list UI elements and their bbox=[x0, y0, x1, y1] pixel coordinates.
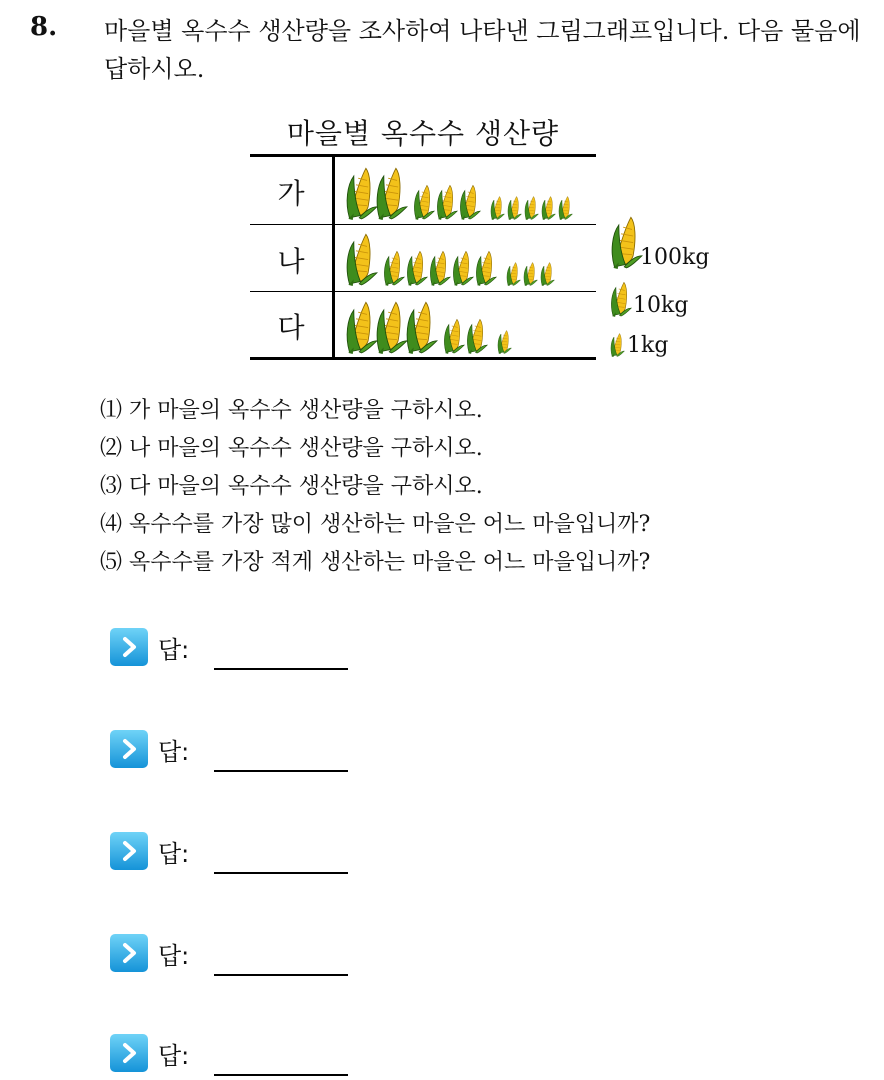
medium-corn-icon bbox=[413, 183, 435, 220]
chevron-right-icon bbox=[110, 934, 148, 972]
medium-corn-icon bbox=[429, 249, 451, 286]
answer-label: 답: bbox=[158, 839, 190, 868]
sub-question-text: 가 마을의 옥수수 생산량을 구하시오. bbox=[129, 398, 483, 423]
answer-row-5 bbox=[110, 1034, 189, 1072]
medium-corn-icon bbox=[436, 183, 458, 220]
row-label-ga: 가 bbox=[277, 177, 305, 210]
row-icons-na bbox=[345, 226, 557, 286]
row-icons-da bbox=[345, 294, 514, 354]
small-corn-icon bbox=[540, 261, 555, 286]
big-corn-icon bbox=[405, 299, 438, 354]
medium-corn-icon bbox=[383, 249, 405, 286]
small-corn-icon bbox=[507, 195, 522, 220]
big-corn-icon bbox=[345, 231, 378, 286]
answer-blank[interactable] bbox=[214, 668, 348, 670]
answer-label: 답: bbox=[158, 941, 190, 970]
sub-question-2 bbox=[100, 434, 483, 464]
sub-question-1 bbox=[100, 396, 483, 426]
legend-label: 100kg bbox=[640, 245, 710, 270]
row-icons-ga bbox=[345, 160, 575, 220]
pictograph-table bbox=[250, 154, 596, 360]
sub-question-text: 나 마을의 옥수수 생산량을 구하시오. bbox=[129, 436, 483, 461]
big-corn-icon bbox=[375, 299, 408, 354]
legend-item-1kg bbox=[610, 332, 668, 357]
table-row-divider bbox=[250, 224, 596, 225]
sub-question-number: ⑴ bbox=[100, 398, 123, 423]
medium-corn-icon bbox=[475, 249, 497, 286]
answer-row-3 bbox=[110, 832, 189, 870]
answer-row-4 bbox=[110, 934, 189, 972]
big-corn-icon bbox=[345, 299, 378, 354]
big-corn-icon bbox=[375, 165, 408, 220]
answer-label: 답: bbox=[158, 1041, 190, 1070]
sub-question-number: ⑸ bbox=[100, 550, 123, 575]
small-corn-icon bbox=[541, 195, 556, 220]
chevron-right-icon bbox=[110, 1034, 148, 1072]
sub-question-number: ⑷ bbox=[100, 512, 123, 537]
answer-row-1 bbox=[110, 628, 189, 666]
sub-question-number: ⑶ bbox=[100, 474, 123, 499]
medium-corn-icon bbox=[406, 249, 428, 286]
question-number: 8. bbox=[30, 12, 58, 42]
table-row-divider bbox=[250, 291, 596, 292]
chevron-right-icon bbox=[110, 730, 148, 768]
answer-label: 답: bbox=[158, 635, 190, 664]
answer-blank[interactable] bbox=[214, 1074, 348, 1076]
medium-corn-icon bbox=[452, 249, 474, 286]
small-corn-icon bbox=[506, 261, 521, 286]
answer-blank[interactable] bbox=[214, 872, 348, 874]
chevron-right-icon bbox=[110, 628, 148, 666]
row-label-da: 다 bbox=[277, 311, 305, 344]
answer-blank[interactable] bbox=[214, 770, 348, 772]
medium-corn-icon bbox=[466, 317, 488, 354]
legend-label: 1kg bbox=[627, 333, 669, 358]
answer-label: 답: bbox=[158, 737, 190, 766]
chart-title: 마을별 옥수수 생산량 bbox=[286, 117, 560, 150]
medium-corn-icon bbox=[610, 280, 632, 317]
small-corn-icon bbox=[558, 195, 573, 220]
big-corn-icon bbox=[345, 165, 378, 220]
big-corn-icon bbox=[610, 214, 643, 269]
small-corn-icon bbox=[610, 332, 625, 357]
legend-item-10kg bbox=[610, 280, 688, 317]
sub-question-number: ⑵ bbox=[100, 436, 123, 461]
small-corn-icon bbox=[523, 261, 538, 286]
medium-corn-icon bbox=[459, 183, 481, 220]
answer-row-2 bbox=[110, 730, 189, 768]
table-column-divider bbox=[332, 154, 335, 360]
row-label-na: 나 bbox=[277, 245, 305, 278]
table-bottom-rule bbox=[250, 357, 596, 360]
sub-question-3 bbox=[100, 472, 483, 502]
medium-corn-icon bbox=[443, 317, 465, 354]
answer-blank[interactable] bbox=[214, 974, 348, 976]
legend-item-100kg bbox=[610, 214, 709, 269]
small-corn-icon bbox=[497, 329, 512, 354]
legend-label: 10kg bbox=[633, 293, 689, 318]
question-text: 마을별 옥수수 생산량을 조사하여 나타낸 그림그래프입니다. 다음 물음에 답하시오. bbox=[104, 17, 861, 83]
sub-question-text: 다 마을의 옥수수 생산량을 구하시오. bbox=[129, 474, 483, 499]
table-top-rule bbox=[250, 154, 596, 157]
sub-question-5 bbox=[100, 548, 650, 578]
chevron-right-icon bbox=[110, 832, 148, 870]
small-corn-icon bbox=[524, 195, 539, 220]
small-corn-icon bbox=[490, 195, 505, 220]
sub-question-text: 옥수수를 가장 적게 생산하는 마을은 어느 마을입니까? bbox=[129, 550, 651, 575]
sub-question-4 bbox=[100, 510, 650, 540]
sub-question-text: 옥수수를 가장 많이 생산하는 마을은 어느 마을입니까? bbox=[129, 512, 651, 537]
